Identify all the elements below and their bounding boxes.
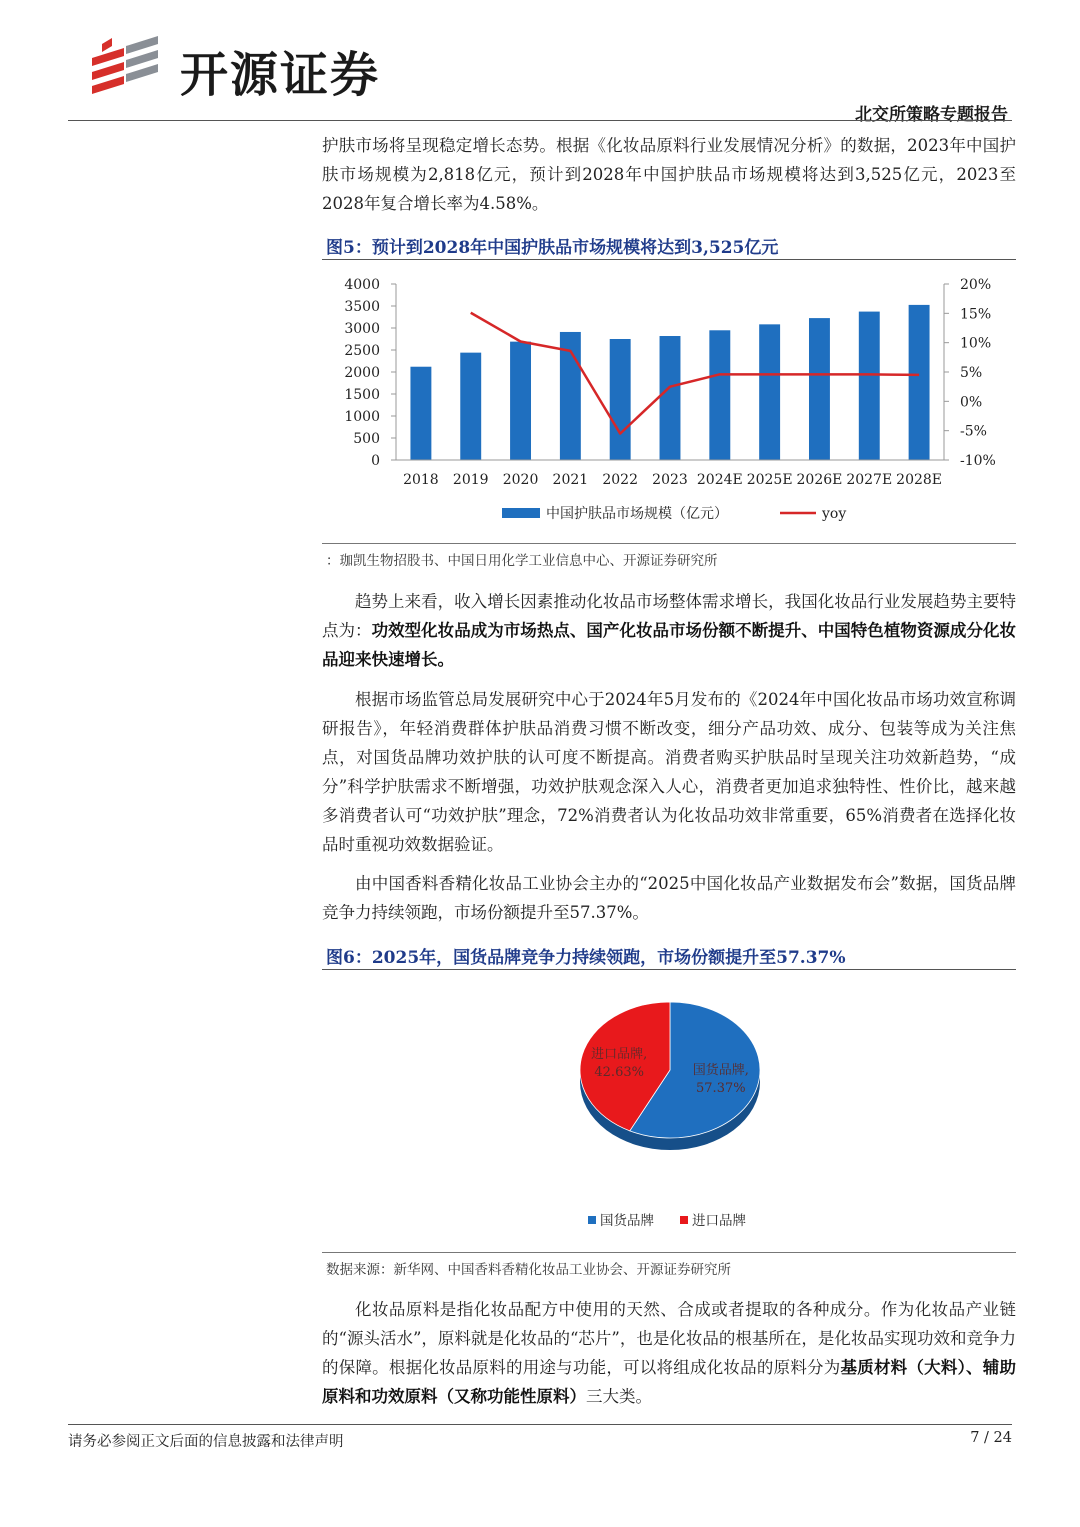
brand-share-pie-chart bbox=[540, 990, 800, 1238]
figure-6-bottom-rule bbox=[322, 1252, 1016, 1253]
y-left-tick-label: 1500 bbox=[344, 387, 380, 403]
figure-6-top-rule bbox=[322, 969, 1016, 970]
y-left-tick-label: 1000 bbox=[344, 409, 380, 425]
bar-2019 bbox=[460, 353, 481, 460]
pie-slice-value: 42.63% bbox=[594, 1064, 644, 1080]
bar-2025E bbox=[759, 324, 780, 460]
pie-slice-value: 57.37% bbox=[696, 1081, 746, 1097]
x-tick-label: 2018 bbox=[403, 472, 439, 488]
y-right-tick-label: 15% bbox=[960, 306, 992, 323]
legend-line-label: yoy bbox=[822, 506, 847, 522]
y-right-tick-label: 20% bbox=[960, 277, 992, 293]
bar-2018 bbox=[410, 367, 431, 460]
y-left-tick-label: 4000 bbox=[344, 277, 380, 293]
logo-text: 开源证券 bbox=[180, 47, 381, 103]
x-tick-label: 2019 bbox=[452, 472, 489, 488]
report-type-label: 北交所策略专题报告 bbox=[855, 105, 1008, 125]
footer-divider bbox=[68, 1424, 1012, 1425]
paragraph-raw-materials-highlight: 基质材料（大料）、辅助原料和功效原料（又称功能性原料） bbox=[322, 1358, 1017, 1406]
y-right-tick-label: 0% bbox=[960, 394, 983, 411]
paragraph-raw-materials bbox=[322, 1295, 1016, 1411]
paragraph-domestic-share: 由中国香料香精化妆品工业协会主办的“2025中国化妆品产业数据发布会”数据，国货品牌竞争力持续领跑，市场份额提升至57.37%。 bbox=[322, 874, 1016, 922]
y-right-tick-label: -10% bbox=[960, 453, 996, 469]
pie-legend-label: 国货品牌 bbox=[600, 1213, 654, 1229]
pie-legend-swatch bbox=[680, 1216, 688, 1224]
paragraph-trend-text: 趋势上来看，收入增长因素推动化妆品市场整体需求增长，我国化妆品行业发展趋势主要特点为： bbox=[322, 592, 1016, 640]
pie-legend-swatch bbox=[588, 1216, 596, 1224]
pie-slice-label: 进口品牌, bbox=[591, 1046, 648, 1062]
figure-5-source: ：珈凯生物招股书、中国日用化学工业信息中心、开源证券研究所 bbox=[326, 553, 718, 569]
figure-5-title: 图5：预计到2028年中国护肤品市场规模将达到3,525亿元 bbox=[326, 238, 779, 258]
bar-2023 bbox=[660, 336, 681, 460]
paragraph-raw-materials-text: 化妆品原料是指化妆品配方中使用的天然、合成或者提取的各种成分。作为化妆品产业链的“源头活水”，原料就是化妆品的“芯片”，也是化妆品的根基所在，是化妆品实现功效和竞争力的保障。根据化妆品原料的用途与功能，可以将组成化妆品的原料分为 bbox=[322, 1300, 1016, 1377]
y-left-tick-label: 0 bbox=[371, 453, 380, 469]
market-size-bar-line-chart bbox=[322, 270, 1016, 538]
legend-bar-swatch bbox=[502, 508, 540, 518]
paragraph-trend-highlight: 功效型化妆品成为市场热点、国产化妆品市场份额不断提升、中国特色植物资源成分化妆品迎来快速增长。 bbox=[322, 621, 1017, 669]
y-right-tick-label: 5% bbox=[960, 365, 983, 381]
figure-6-title: 图6：2025年，国货品牌竞争力持续领跑，市场份额提升至57.37% bbox=[326, 948, 846, 968]
x-tick-label: 2025E bbox=[746, 472, 793, 488]
header-divider bbox=[68, 120, 1012, 121]
bar-2022 bbox=[610, 339, 631, 460]
y-left-tick-label: 3000 bbox=[344, 321, 380, 337]
y-left-tick-label: 500 bbox=[353, 431, 380, 447]
x-tick-label: 2024E bbox=[696, 472, 743, 488]
y-left-tick-label: 2000 bbox=[344, 365, 380, 381]
bar-2020 bbox=[510, 342, 531, 460]
bar-2028E bbox=[909, 305, 930, 460]
footer-disclaimer: 请务必参阅正文后面的信息披露和法律声明 bbox=[68, 1434, 344, 1450]
bar-2027E bbox=[859, 312, 880, 460]
x-tick-label: 2023 bbox=[652, 472, 688, 488]
bar-2024E bbox=[709, 330, 730, 460]
paragraph-survey: 根据市场监管总局发展研究中心于2024年5月发布的《2024年中国化妆品市场功效宣称调研报告》，年轻消费群体护肤品消费习惯不断改变，细分产品功效、成分、包装等成为关注焦点，对国货品牌功效护肤的认可度不断提高。消费者购买护肤品时呈现关注功效新趋势，“成分”科学护肤需求不断增强，功效护肤观念深入人心，消费者更加追求独特性、性价比，越来越多消费者认可“功效护肤”理念，72%消费者认为化妆品功效非常重要，65%消费者在选择化妆品时重视功效数据验证。 bbox=[322, 690, 1016, 854]
y-left-tick-label: 2500 bbox=[344, 343, 380, 359]
paragraph-trend bbox=[322, 587, 1016, 674]
logo-mark-icon bbox=[88, 32, 168, 102]
y-right-tick-label: -5% bbox=[960, 423, 987, 440]
pie-legend-label: 进口品牌 bbox=[692, 1213, 746, 1229]
x-tick-label: 2020 bbox=[502, 472, 539, 488]
yoy-line bbox=[471, 313, 919, 434]
page-number: 7 / 24 bbox=[970, 1430, 1012, 1446]
x-tick-label: 2021 bbox=[552, 472, 589, 488]
paragraph-raw-materials-end: 三大类。 bbox=[586, 1387, 652, 1406]
legend-bar-label: 中国护肤品市场规模（亿元） bbox=[546, 506, 728, 522]
x-tick-label: 2028E bbox=[896, 472, 943, 488]
x-tick-label: 2027E bbox=[846, 472, 893, 488]
y-left-tick-label: 3500 bbox=[344, 299, 380, 315]
company-logo bbox=[88, 32, 418, 102]
figure-6-source: 数据来源：新华网、中国香料香精化妆品工业协会、开源证券研究所 bbox=[326, 1262, 731, 1278]
x-tick-label: 2026E bbox=[796, 472, 843, 488]
x-tick-label: 2022 bbox=[602, 472, 639, 488]
paragraph-skincare-market: 护肤市场将呈现稳定增长态势。根据《化妆品原料行业发展情况分析》的数据，2023年中国护肤市场规模为2,818亿元，预计到2028年中国护肤品市场规模将达到3,525亿元，2023至2028年复合增长率为4.58%。 bbox=[322, 136, 1016, 213]
pie-slice-label: 国货品牌, bbox=[692, 1063, 749, 1079]
y-right-tick-label: 10% bbox=[960, 335, 992, 352]
figure-5-top-rule bbox=[322, 259, 1016, 260]
figure-5-bottom-rule bbox=[322, 543, 1016, 544]
bar-2026E bbox=[809, 318, 830, 460]
